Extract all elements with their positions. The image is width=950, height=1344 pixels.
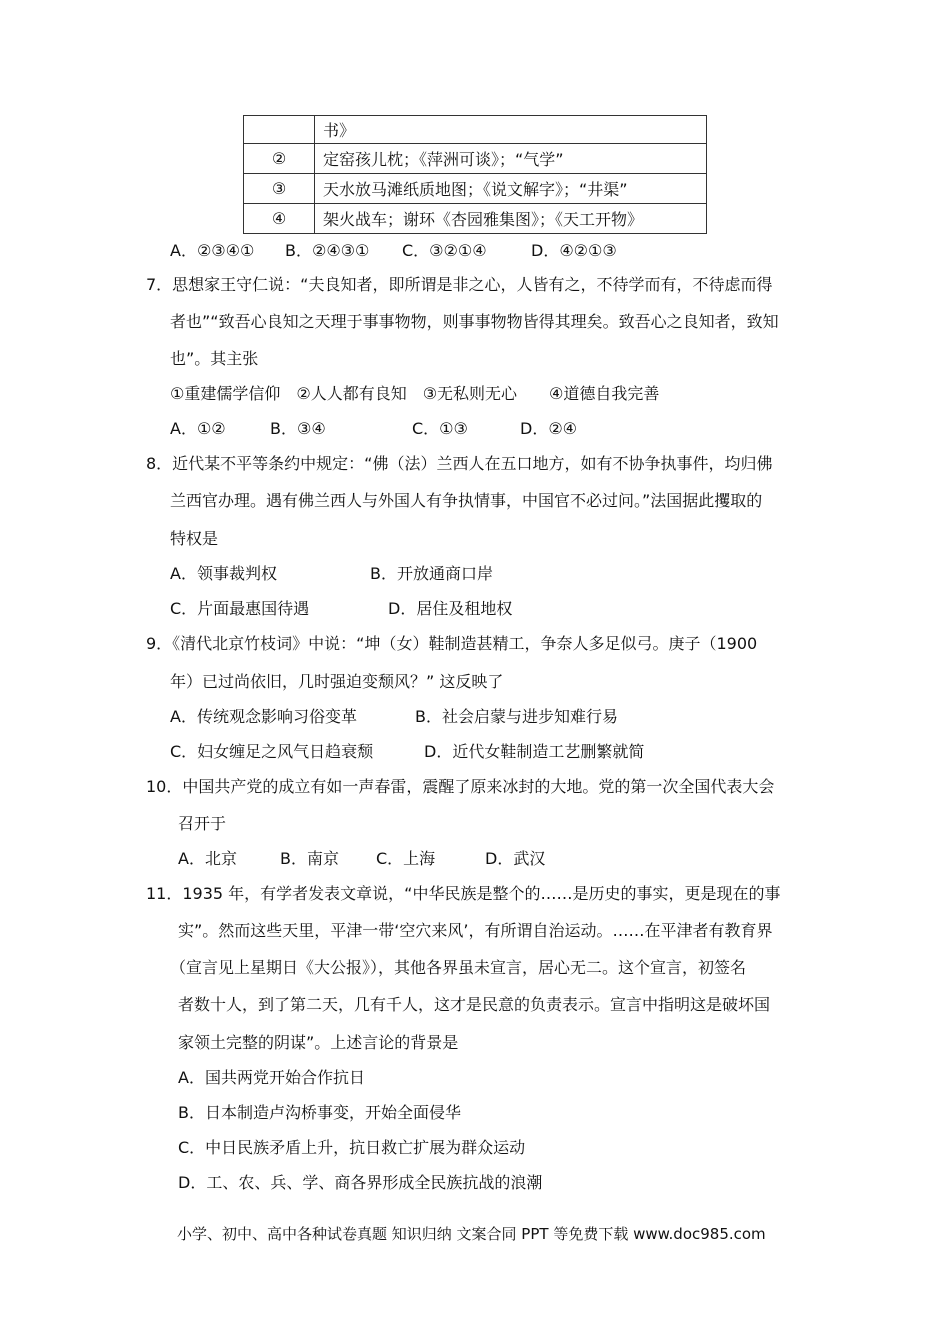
table-cell-num: ④ (244, 204, 315, 234)
table-cell-num: ② (244, 144, 315, 174)
page-footer: 小学、初中、高中各种试卷真题 知识归纳 文案合同 PPT 等免费下载 www.doc985.com (177, 1225, 766, 1243)
table-cell-num (244, 116, 315, 144)
q11-option-a: A．国共两党开始合作抗日 (178, 1068, 365, 1087)
q7-line: 者也”“致吾心良知之天理于事事物物，则事事物物皆得其理矣。致吾心之良知者，致知 (170, 312, 779, 331)
q11-line: （宣言见上星期日《大公报》），其他各界虽未宣言，居心无二。这个宣言，初签名 (170, 958, 747, 977)
q8-option-d: D．居住及租地权 (388, 599, 513, 618)
q7-line: 7．思想家王守仁说：“夫良知者，即所谓是非之心，人皆有之，不待学而有，不待虑而得 (146, 275, 773, 294)
table-cell-text: 架火战车；谢环《杏园雅集图》；《天工开物》 (315, 204, 707, 234)
q9-option-c: C．妇女缠足之风气日趋衰颓 (170, 742, 374, 761)
q11-line: 11．1935 年，有学者发表文章说，“中华民族是整个的……是历史的事实，更是现在的事 (146, 884, 781, 903)
q9-option-a: A．传统观念影响习俗变革 (170, 707, 357, 726)
q9-option-d: D．近代女鞋制造工艺删繁就简 (424, 742, 645, 761)
table-cell-num: ③ (244, 174, 315, 204)
q11-line: 者数十人，到了第二天，几有千人，这才是民意的负责表示。宣言中指明这是破坏国 (178, 995, 771, 1014)
table-row (244, 116, 707, 144)
q8-option-c: C．片面最惠国待遇 (170, 599, 310, 618)
q9-option-b: B．社会启蒙与进步知难行易 (415, 707, 618, 726)
q8-line: 8．近代某不平等条约中规定：“佛（法）兰西人在五口地方，如有不协争执事件，均归佛 (146, 454, 773, 473)
q11-option-d: D．工、农、兵、学、商各界形成全民族抗战的浪潮 (178, 1173, 543, 1192)
q10-option-a: A．北京 (178, 849, 237, 868)
q6-option-c: C．③②①④ (402, 241, 487, 260)
q11-option-b: B．日本制造卢沟桥事变，开始全面侵华 (178, 1103, 461, 1122)
table-row (244, 204, 707, 234)
q8-option-b: B．开放通商口岸 (370, 564, 493, 583)
q6-option-a: A．②③④① (170, 241, 255, 260)
q7-items: ①重建儒学信仰 ②人人都有良知 ③无私则无心 ④道德自我完善 (170, 384, 660, 403)
q10-option-b: B．南京 (280, 849, 339, 868)
q7-option-d: D．②④ (520, 419, 578, 438)
table-row (244, 174, 707, 204)
q10-line: 10．中国共产党的成立有如一声春雷，震醒了原来冰封的大地。党的第一次全国代表大会 (146, 777, 775, 796)
q10-line: 召开于 (178, 814, 227, 833)
q11-line: 家领土完整的阴谋”。上述言论的背景是 (178, 1033, 459, 1052)
q7-option-a: A．①② (170, 419, 226, 438)
q6-option-d: D．④②①③ (531, 241, 617, 260)
q11-option-c: C．中日民族矛盾上升，抗日救亡扩展为群众运动 (178, 1138, 526, 1157)
q7-option-b: B．③④ (270, 419, 326, 438)
q9-line: 9．《清代北京竹枝词》中说：“坤（女）鞋制造甚精工，争奈人多足似弓。庚子（1900 (146, 634, 758, 653)
q11-line: 实”。然而这些天里，平津一带‘空穴来风’，有所谓自治运动。……在平津者有教育界 (178, 921, 773, 940)
q7-line: 也”。其主张 (170, 349, 259, 368)
table-row (244, 144, 707, 174)
q10-option-d: D．武汉 (485, 849, 546, 868)
q7-option-c: C．①③ (412, 419, 468, 438)
q6-option-b: B．②④③① (285, 241, 370, 260)
table-cell-text: 书》 (315, 116, 707, 144)
options-table (243, 115, 707, 234)
table-cell-text: 定窑孩儿枕；《萍洲可谈》；“气学” (315, 144, 707, 174)
q8-option-a: A．领事裁判权 (170, 564, 277, 583)
q8-line: 特权是 (170, 529, 219, 548)
q8-line: 兰西官办理。遇有佛兰西人与外国人有争执情事，中国官不必过问。”法国据此攫取的 (170, 491, 763, 510)
q9-line: 年）已过尚依旧，几时强迫变颓风？” 这反映了 (170, 672, 504, 691)
q10-option-c: C．上海 (376, 849, 436, 868)
table-cell-text: 天水放马滩纸质地图；《说文解字》；“井渠” (315, 174, 707, 204)
